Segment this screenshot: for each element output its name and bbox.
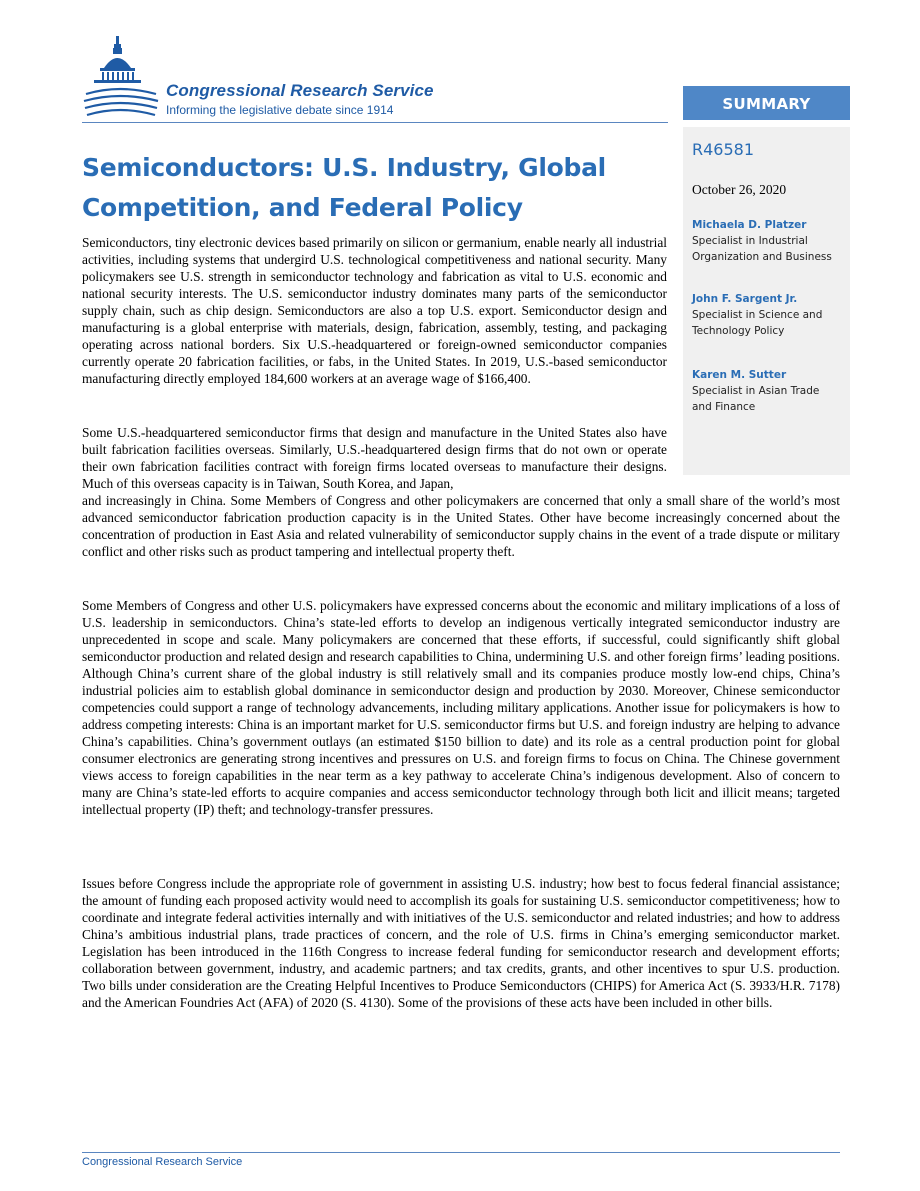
org-name: Congressional Research Service [166, 81, 434, 100]
footer-text: Congressional Research Service [82, 1156, 243, 1168]
report-date: October 26, 2020 [692, 182, 787, 197]
summary-paragraph-2b: and increasingly in China. Some Members of Congress and other policymakers are concerned that only a small share of the world’s most advanced semiconductor fabrication production capacity is in the United States. Other have become increasingly concerned about the concentration of production in East Asia and related vulnerability of semiconductor supply chains in the event of a trade dispute or military conflict and other risks such as product tampering and intellectual property theft. [82, 493, 840, 559]
capitol-dome-icon [82, 34, 162, 120]
author-name: Karen M. Sutter [692, 369, 787, 381]
title-line-2: Competition, and Federal Policy [82, 193, 523, 222]
author-role: Specialist in Science and Technology Policy [692, 309, 823, 337]
author-block [692, 292, 842, 339]
header-divider [82, 122, 668, 123]
report-number: R46581 [692, 140, 755, 159]
title-line-1: Semiconductors: U.S. Industry, Global [82, 153, 606, 182]
author-block [692, 368, 842, 415]
summary-paragraph-4: Issues before Congress include the appropriate role of government in assisting U.S. industry; how best to focus federal financial assistance; the amount of funding each proposed activity would need to accomplish its goals for sustaining U.S. semiconductor competitiveness; how to coordinate and integrate federal activities internally and with initiatives of the U.S. semiconductor and related industries; and how to address China’s ambitious industrial plans, trade practices of concern, and the role of U.S. firms in China’s emerging semiconductor market. Legislation has been introduced in the 116th Congress to increase federal funding for semiconductor research and development efforts; collaboration between government, industry, and academic partners; and tax credits, grants, and other incentives to spur U.S. production. Two bills under consideration are the Creating Helpful Incentives to Produce Semiconductors (CHIPS) for America Act (S. 3933/H.R. 7178) and the American Foundries Act (AFA) of 2020 (S. 4130). Some of the provisions of these acts have been included in other bills. [82, 876, 840, 1010]
crs-logo [80, 34, 480, 124]
summary-heading: SUMMARY [683, 86, 850, 120]
author-name: John F. Sargent Jr. [692, 293, 798, 305]
author-block [692, 218, 842, 265]
page-title [82, 148, 672, 228]
author-name: Michaela D. Platzer [692, 219, 807, 231]
footer-divider [82, 1152, 840, 1153]
summary-paragraph-1: Semiconductors, tiny electronic devices based primarily on silicon or germanium, enable nearly all industrial activities, including systems that undergird U.S. technological competitiveness and national security. Many policymakers see U.S. strength in semiconductor technology and fabrication as vital to U.S. economic and national security interests. The U.S. semiconductor industry dominates many parts of the semiconductor supply chain, such as chip design. Semiconductors are also a top U.S. export. Semiconductor design and manufacturing is a global enterprise with materials, design, fabrication, assembly, testing, and packaging operating across national borders. Six U.S.-headquartered or foreign-owned semiconductor companies currently operate 20 fabrication facilities, or fabs, in the United States. In 2019, U.S.-based semiconductor manufacturing directly employed 184,600 workers at an average wage of $166,400. [82, 235, 667, 386]
org-tagline: Informing the legislative debate since 1914 [166, 103, 394, 117]
author-role: Specialist in Asian Trade and Finance [692, 385, 820, 413]
summary-paragraph-3: Some Members of Congress and other U.S. policymakers have expressed concerns about the economic and military implications of a loss of U.S. leadership in semiconductors. China’s state-led efforts to develop an indigenous vertically integrated semiconductor industry are unprecedented in scope and scale. Many policymakers are concerned that these efforts, if successful, could significantly shift global semiconductor production and related design and research capabilities to China, undermining U.S. and other foreign firms’ leading positions. Although China’s current share of the global industry is still relatively small and its companies produce mostly low-end chips, China’s industrial policies aim to establish global dominance in semiconductor design and production by 2030. Moreover, Chinese semiconductor competencies could support a range of technology advancements, including military applications. Another issue for policymakers is how to address competing interests: China is an important market for U.S. semiconductor firms but U.S. and foreign industry are helping to advance China’s capabilities. China’s government outlays (an estimated $150 billion to date) and its role as a central production point for global consumer electronics are generating strong incentives and pressures on U.S. and foreign firms to focus on China. The Chinese government views access to foreign capabilities in the near term as a key pathway to accelerate China’s indigenous development. Also of concern to many are China’s state-led efforts to acquire companies and access semiconductor technology through both licit and illicit means; targeted intellectual property (IP) theft; and technology-transfer pressures. [82, 598, 840, 817]
author-role: Specialist in Industrial Organization and Business [692, 235, 832, 263]
summary-paragraph-2a: Some U.S.-headquartered semiconductor firms that design and manufacture in the United States also have built fabrication facilities overseas. Similarly, U.S.-headquartered design firms that do not own or operate their own fabrication facilities contract with foreign firms located overseas to manufacture their designs. Much of this overseas capacity is in Taiwan, South Korea, and Japan, [82, 425, 667, 491]
